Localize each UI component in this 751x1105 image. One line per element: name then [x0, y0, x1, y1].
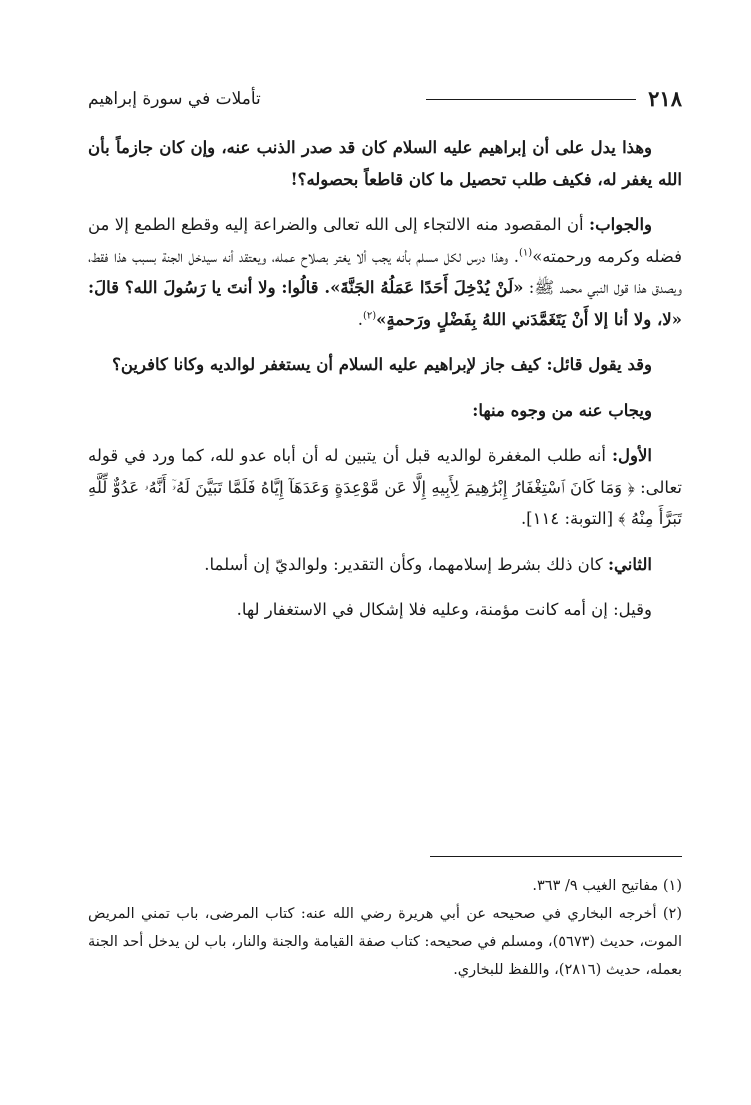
main-text — [88, 132, 682, 626]
answer-text: أن المقصود منه الالتجاء إلى الله تعالى والضراعة إليه وقطع الطمع إلا من فضله وكرمه ورحمته» — [88, 215, 682, 266]
paragraph-responses-intro: ويجاب عنه من وجوه منها: — [472, 400, 652, 420]
paragraph-second-response — [88, 549, 682, 581]
paragraph-first-response — [88, 440, 682, 535]
verse-reference: [التوبة: ١١٤]. — [520, 509, 619, 528]
footnote-ref-2[interactable]: (٢) — [362, 310, 377, 321]
first-text: أنه طلب المغفرة لوالديه قبل أن يتبين له أن أباه عدو لله، كما ورد في قوله تعالى: — [88, 446, 682, 497]
first-label: الأول: — [611, 446, 652, 465]
second-label: الثاني: — [607, 554, 652, 574]
hadith-quote: «لَنْ يُدْخِلَ أَحَدًا عَمَلُهُ الجَنَّةَ». قالُوا: ولا أنتَ يا رَسُولَ الله؟ قالَ: «لا، ولا أنا إلا أَنْ يَتَغَمَّدَني اللهُ بِفَضْلٍ ورَحمةٍ» — [88, 278, 682, 329]
running-header — [88, 84, 682, 118]
answer-label: والجواب: — [589, 215, 652, 234]
quran-verse: ﴿ وَمَا كَانَ ٱسْتِغْفَارُ إِبْرَٰهِيمَ لِأَبِيهِ إِلَّا عَن مَّوْعِدَةٍ وَعَدَهَآ إِيَّاهُ فَلَمَّا تَبَيَّنَ لَهُۥٓ أَنَّهُۥ عَدُوٌّ لِّلَّهِ تَبَرَّأَ مِنْهُ ﴾ — [88, 477, 682, 528]
book-title: تأملات في سورة إبراهيم — [88, 89, 261, 109]
footnote-2: (٢) أخرجه البخاري في صحيحه عن أبي هريرة رضي الله عنه: كتاب المرضى، باب تمني المريض الموت، حديث (٥٦٧٣)، ومسلم في صحيحه: كتاب صفة القيامة والجنة والنار، باب لن يدخل أحد الجنة بعمله، حديث (٢٨١٦)، واللفظ للبخاري. — [88, 906, 682, 978]
paragraph-question: وهذا يدل على أن إبراهيم عليه السلام كان قد صدر الذنب عنه، وإن كان جازماً بأن الله يغفر له، فكيف طلب تحصيل ما كان قاطعاً بحصوله؟! — [88, 138, 682, 189]
paragraph-answer — [88, 209, 682, 335]
answer-end: . — [357, 309, 363, 329]
footnote-1: (١) مفاتيح الغيب ٩/ ٣٦٣. — [532, 878, 682, 894]
answer-text-continued: . وهذا درس لكل مسلم بأنه يجب ألا يغتر بصلاح عمله، ويعتقد أنه سيدخل الجنة بسبب هذا فقط، ويصدق هذا قول النبي محمد ﷺ: — [88, 246, 682, 297]
footnote-ref-1[interactable]: (١) — [519, 247, 533, 258]
paragraph-objection: وقد يقول قائل: كيف جاز لإبراهيم عليه السلام أن يستغفر لوالديه وكانا كافرين؟ — [112, 355, 652, 374]
paragraph-third-response: وقيل: إن أمه كانت مؤمنة، وعليه فلا إشكال في الاستغفار لها. — [236, 600, 652, 619]
page-number: ٢١٨ — [648, 86, 682, 111]
footnote-divider — [430, 856, 682, 857]
second-text: كان ذلك بشرط إسلامهما، وكأن التقدير: ولوالديّ إن أسلما. — [204, 554, 608, 574]
footnotes — [88, 872, 682, 984]
header-rule — [426, 99, 636, 100]
